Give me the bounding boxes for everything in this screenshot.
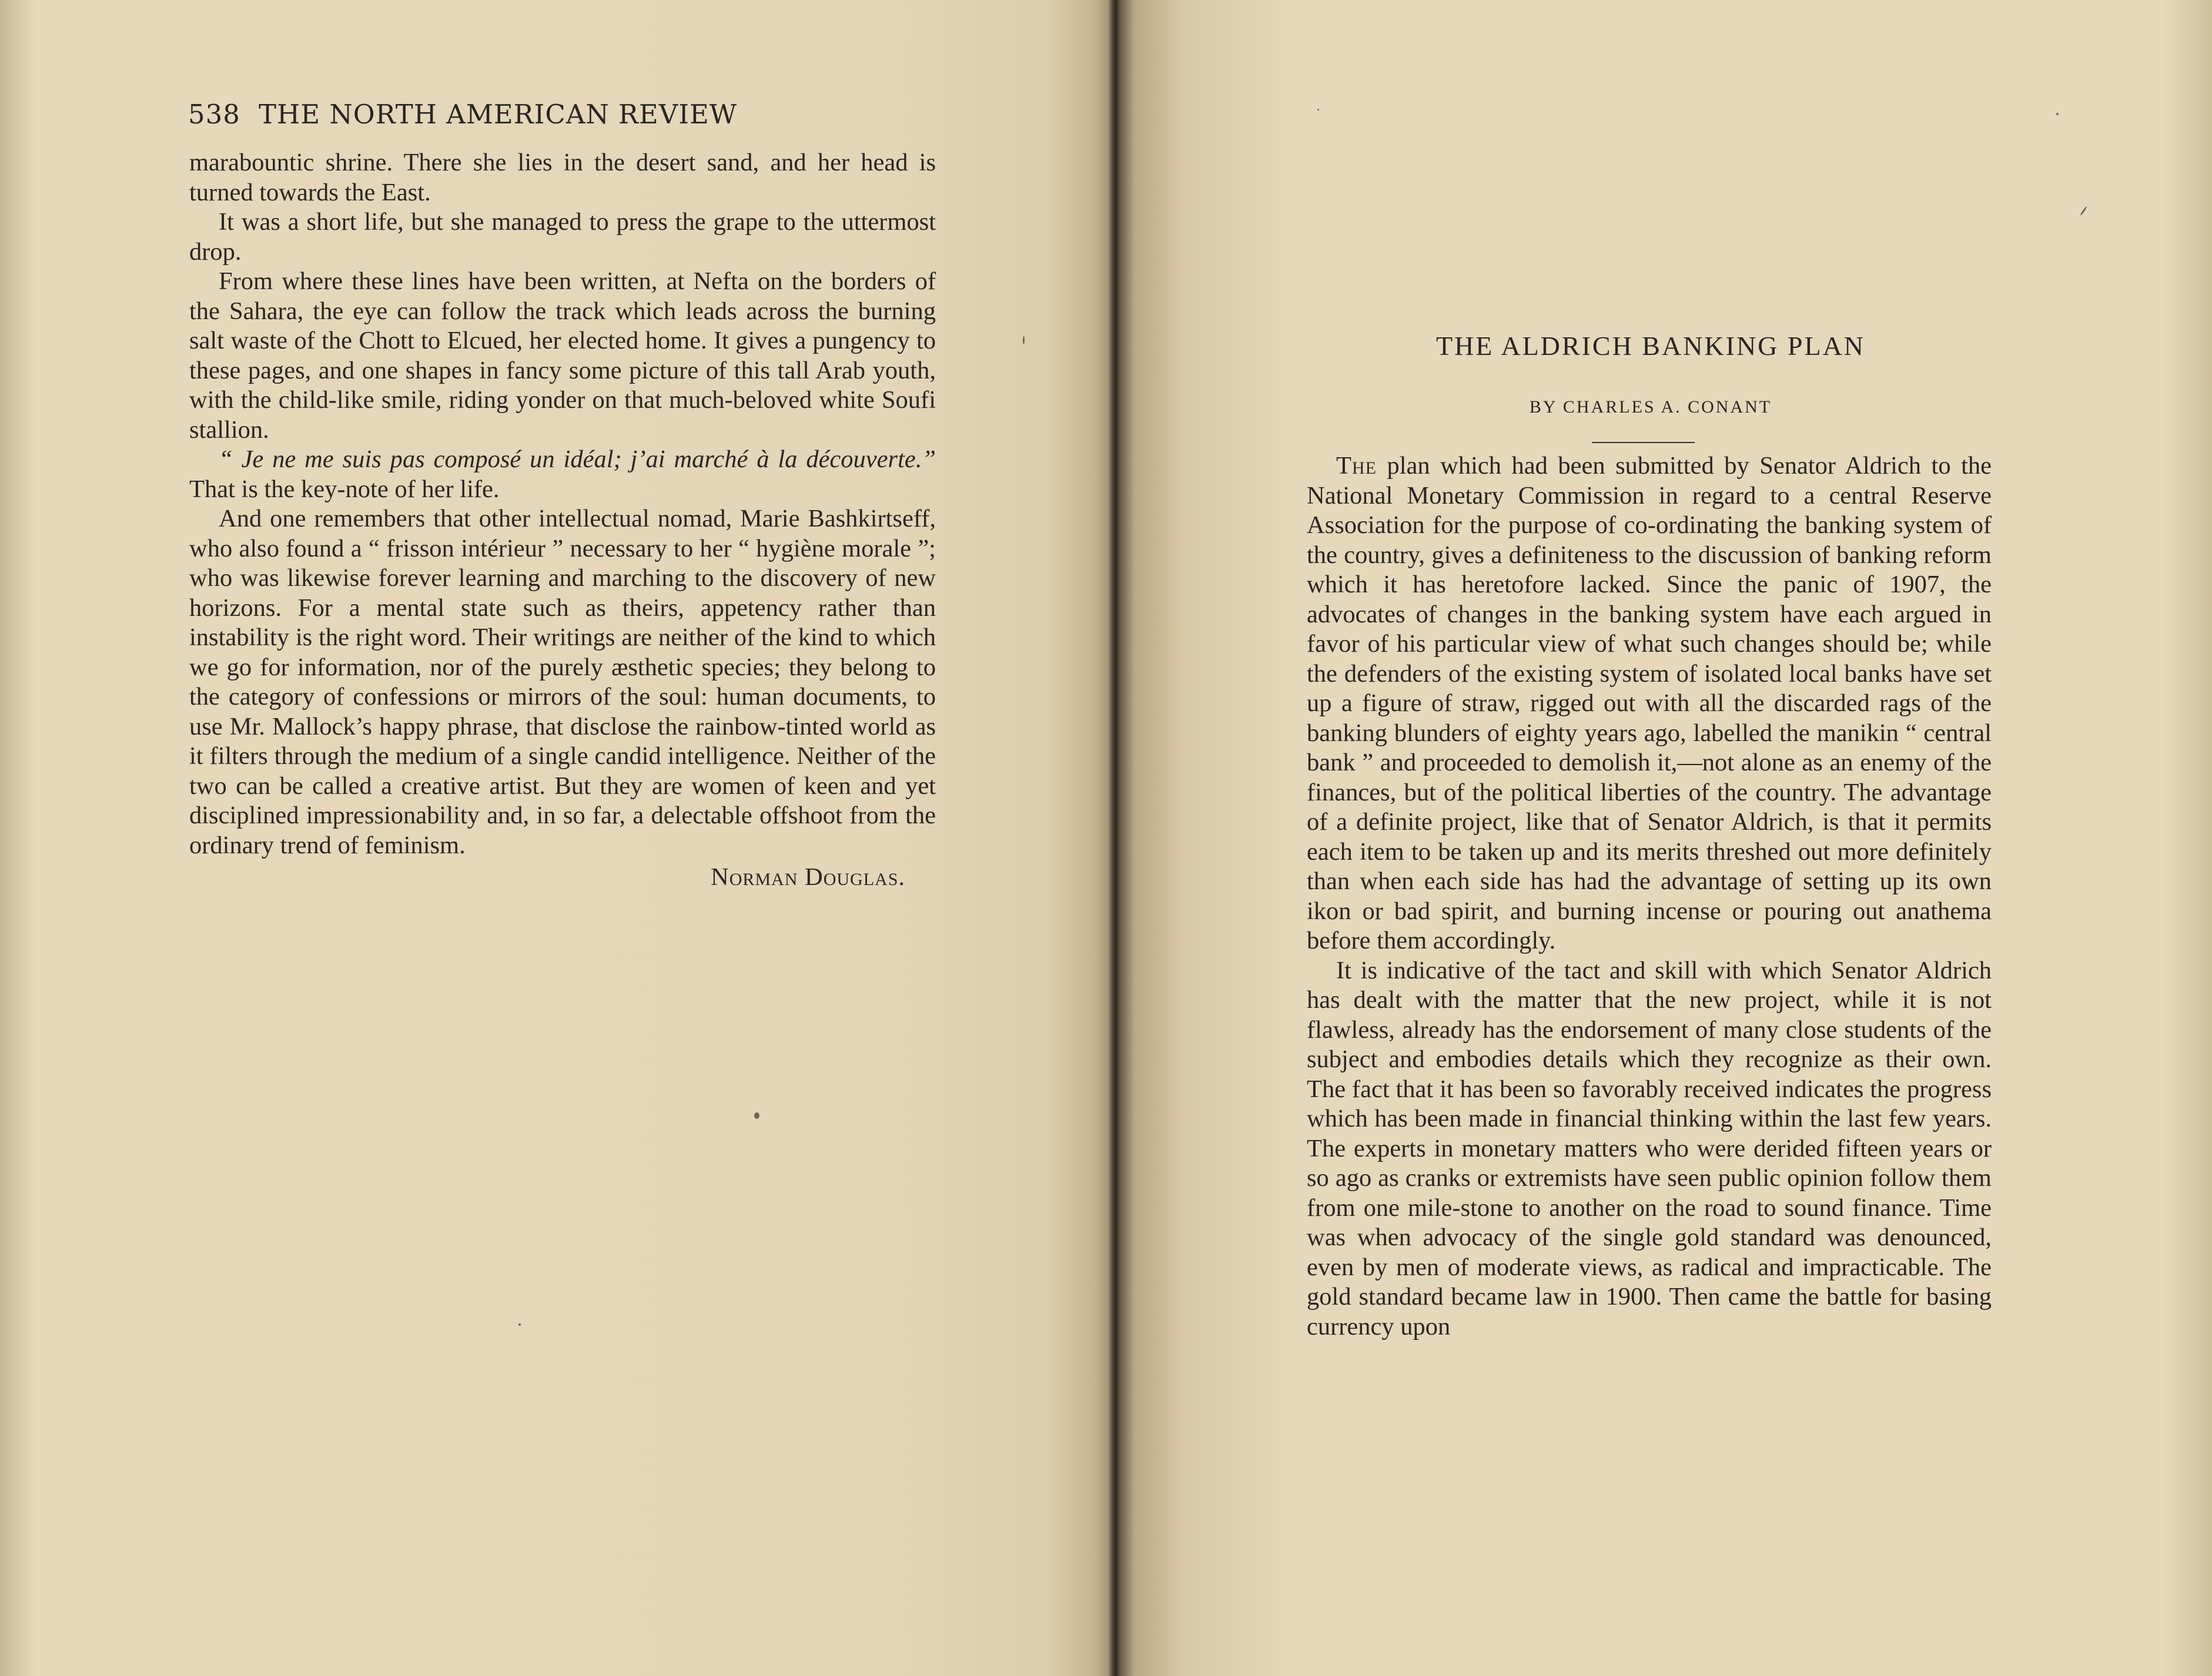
paper-speck <box>754 1112 759 1119</box>
article-title: THE ALDRICH BANKING PLAN <box>1435 331 1866 361</box>
journal-title: THE NORTH AMERICAN REVIEW <box>259 99 738 130</box>
paper-speck <box>518 1323 521 1326</box>
paragraph-nefta: From where these lines have been written, at Nefta on the borders of the Sahara, the eye can follow the track which leads across the burning salt waste of the Chott to Elcued, her elected home. It gives a pungency to these pages, and one shapes in fancy some picture of this tall Arab youth, with the child-like smile, riding yonder on that much-beloved white Soufi stallion. <box>189 267 936 444</box>
paragraph-continued: marabountic shrine. There she lies in the desert sand, and her head is turned towards the East. <box>189 149 936 206</box>
article-byline: BY CHARLES A. CONANT <box>1529 397 1772 417</box>
paragraph-tact: It is indicative of the tact and skill with which Senator Aldrich has dealt with the matter that the new project, while it is not flawless, already has the endorsement of many close students of the subject and embodies details which they recognize as their own. The fact that it has been so favorably received indicates the progress which has been made in financial thinking within the last few years. The experts in monetary matters who were derided fifteen years or so ago as cranks or extremists have seen public opinion follow them from one mile-stone to another on the road to sound finance. Time was when advocacy of the single gold standard was denounced, even by men of moderate views, as radical and impracticable. The gold standard became law in 1900. Then came the battle for basing currency upon <box>1307 956 1992 1340</box>
right-text-column <box>1307 451 1992 1342</box>
paper-speck <box>2080 206 2087 216</box>
paragraph-intro <box>1307 451 1992 956</box>
title-rule <box>1592 442 1695 443</box>
paper-speck <box>1317 109 1319 110</box>
right-page <box>1116 0 2212 1676</box>
french-quote: “ Je ne me suis pas composé un idéal; j’ai marché à la découverte.” <box>219 445 936 473</box>
paper-speck <box>2056 113 2059 115</box>
author-signature: Norman Douglas. <box>711 863 905 891</box>
paper-speck <box>1023 336 1025 344</box>
running-head <box>188 99 941 130</box>
page-number: 538 <box>188 99 240 130</box>
opening-word: The <box>1336 452 1377 480</box>
paragraph-bashkirtseff: And one remembers that other intellectual nomad, Marie Bashkirtseff, who also found a “ frisson intérieur ” necessary to her “ hygiène morale ”; who was likewise forever learning and marching to the discovery of new horizons. For a mental state such as theirs, appetency rather than instability is the right word. Their writings are neither of the kind to which we go for information, nor of the purely æsthetic species; they belong to the category of confessions or mirrors of the soul: human documents, to use Mr. Mallock’s happy phrase, that disclose the rainbow-tinted world as it filters through the medium of a single candid intelligence. Neither of the two can be called a creative artist. But they are women of keen and yet disciplined impressionability and, in so far, a delectable offshoot from the ordinary trend of feminism. <box>189 505 936 859</box>
paragraph-quote <box>189 445 936 504</box>
left-text-column <box>189 148 936 893</box>
intro-text: plan which had been submitted by Senator Aldrich to the National Monetary Commission in regard to a central Reserve Association for the purpose of co-ordinating the banking system of the country, gives a definiteness to the discussion of banking reform which it has heretofore lacked. Since the panic of 1907, the advocates of changes in the banking system have each argued in favor of his particular view of what such changes should be; while the defenders of the existing system of isolated local banks have set up a figure of straw, rigged out with all the discarded rags of the banking blunders of eighty years ago, labelled the manikin “ central bank ” and proceeded to demolish it,—not alone as an enemy of the finances, but of the political liberties of the country. The advantage of a definite project, like that of Senator Aldrich, is that it permits each item to be taken up and its merits threshed out more definitely than when each side has had the advantage of setting up its own ikon or bad spirit, and burning incense or pouring out anathema before them accordingly. <box>1307 452 1992 954</box>
quote-tail: That is the key-note of her life. <box>189 475 500 503</box>
paragraph-short-life: It was a short life, but she managed to press the grape to the uttermost drop. <box>189 208 936 266</box>
